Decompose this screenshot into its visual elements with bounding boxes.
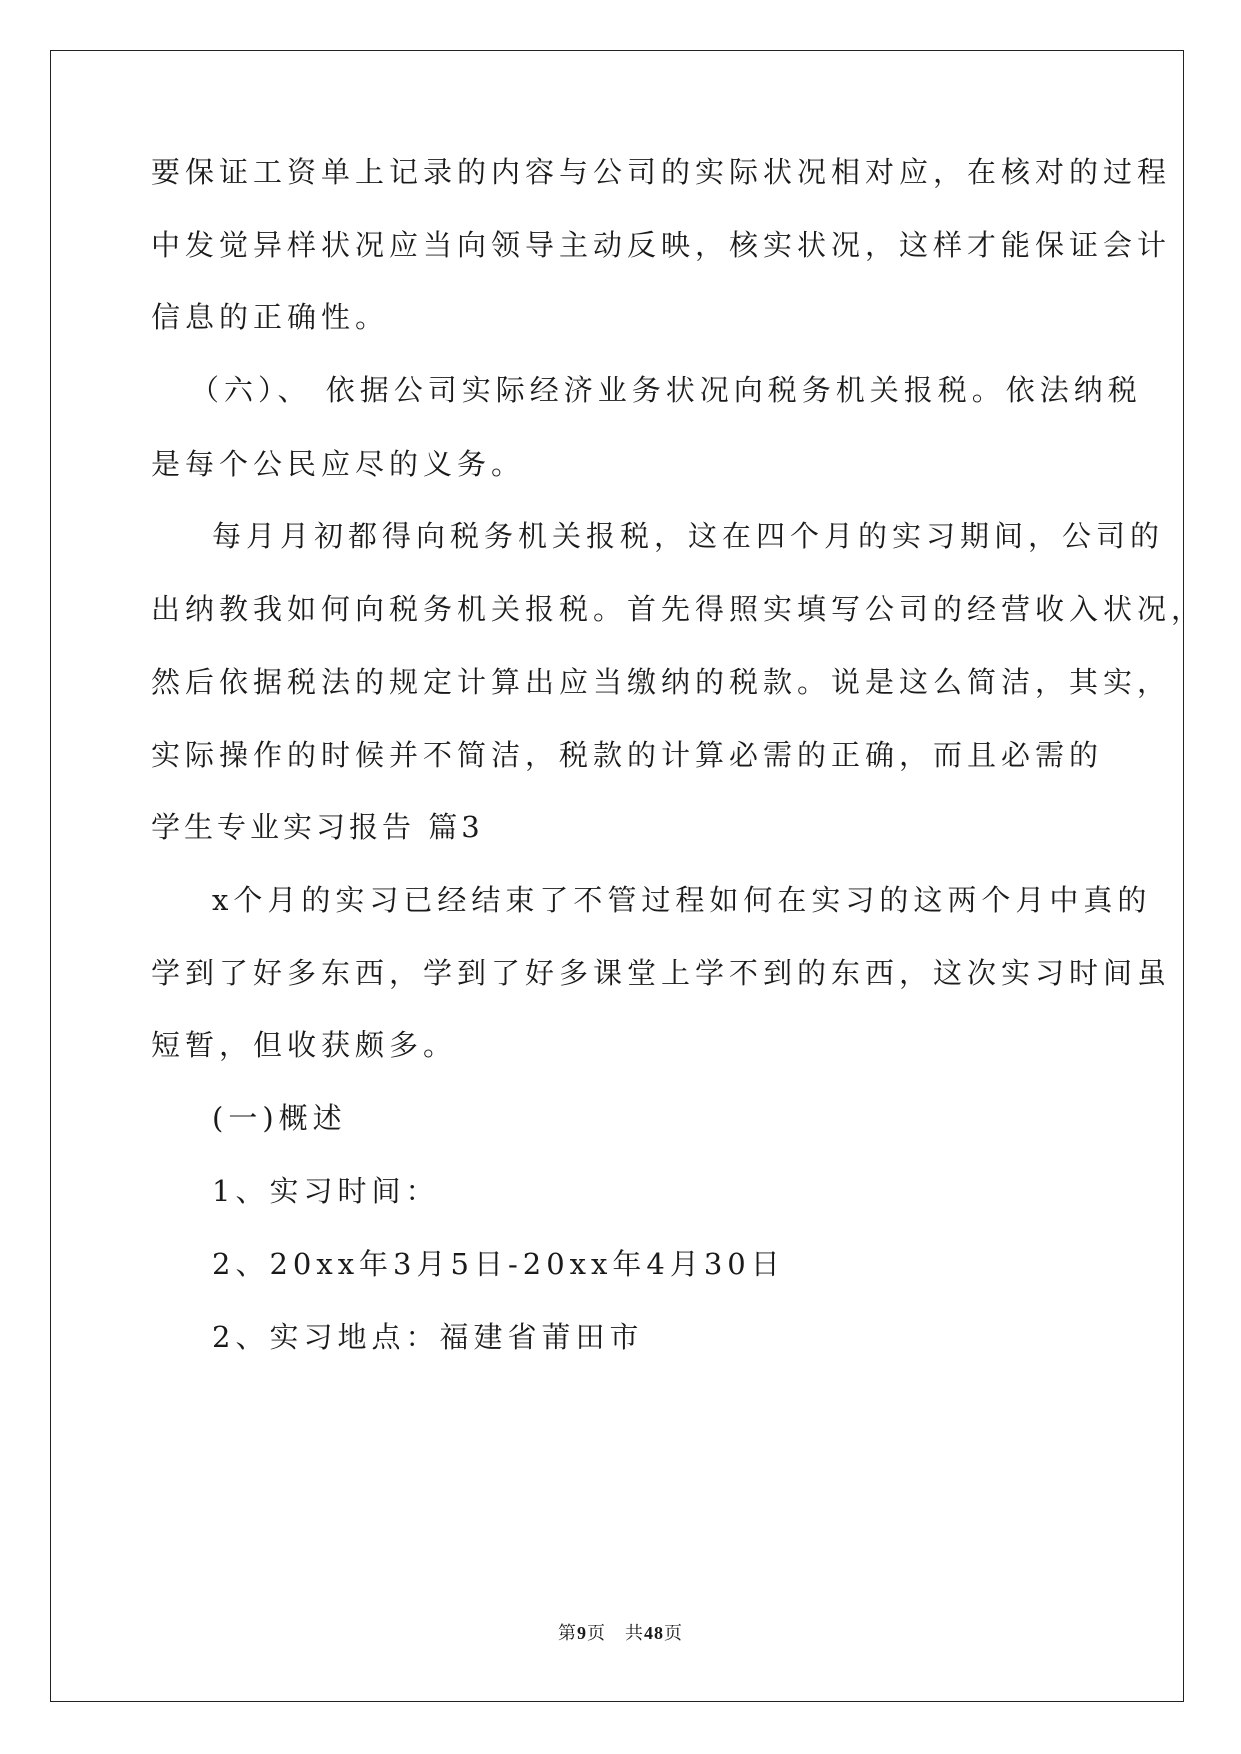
- subheading: (一)概述: [212, 1101, 347, 1135]
- page-footer: [0, 1621, 1241, 1646]
- list-item: 2、20xx年3月5日-20xx年4月30日: [212, 1247, 785, 1281]
- body-line: 实际操作的时候并不简洁，税款的计算必需的正确，而且必需的: [151, 738, 1104, 772]
- body-line: 中发觉异样状况应当向领导主动反映，核实状况，这样才能保证会计: [151, 228, 1172, 262]
- total-page-number: 48: [644, 1623, 664, 1643]
- section-heading: 学生专业实习报告 篇3: [151, 810, 484, 844]
- footer-suffix: 页: [664, 1623, 683, 1644]
- list-item: 2、实习地点：福建省莆田市: [212, 1320, 644, 1354]
- list-item: 1、实习时间：: [212, 1174, 440, 1208]
- body-line: 短暂，但收获颇多。: [151, 1028, 458, 1062]
- body-line: （六）、 依据公司实际经济业务状况向税务机关报税。依法纳税: [190, 373, 1142, 407]
- body-line: 信息的正确性。: [151, 300, 390, 334]
- body-line: 是每个公民应尽的义务。: [151, 447, 526, 481]
- body-line: x个月的实习已经结束了不管过程如何在实习的这两个月中真的: [212, 883, 1152, 917]
- body-line: 学到了好多东西，学到了好多课堂上学不到的东西，这次实习时间虽: [151, 956, 1172, 990]
- body-line: 然后依据税法的规定计算出应当缴纳的税款。说是这么简洁，其实，: [151, 665, 1172, 699]
- body-line: 出纳教我如何向税务机关报税。首先得照实填写公司的经营收入状况，: [151, 592, 1206, 626]
- body-line: 要保证工资单上记录的内容与公司的实际状况相对应，在核对的过程: [151, 155, 1172, 189]
- footer-prefix: 第: [558, 1623, 577, 1644]
- current-page-number: 9: [577, 1623, 587, 1643]
- body-line: 每月月初都得向税务机关报税，这在四个月的实习期间，公司的: [212, 519, 1165, 553]
- footer-mid: 页 共: [587, 1623, 644, 1644]
